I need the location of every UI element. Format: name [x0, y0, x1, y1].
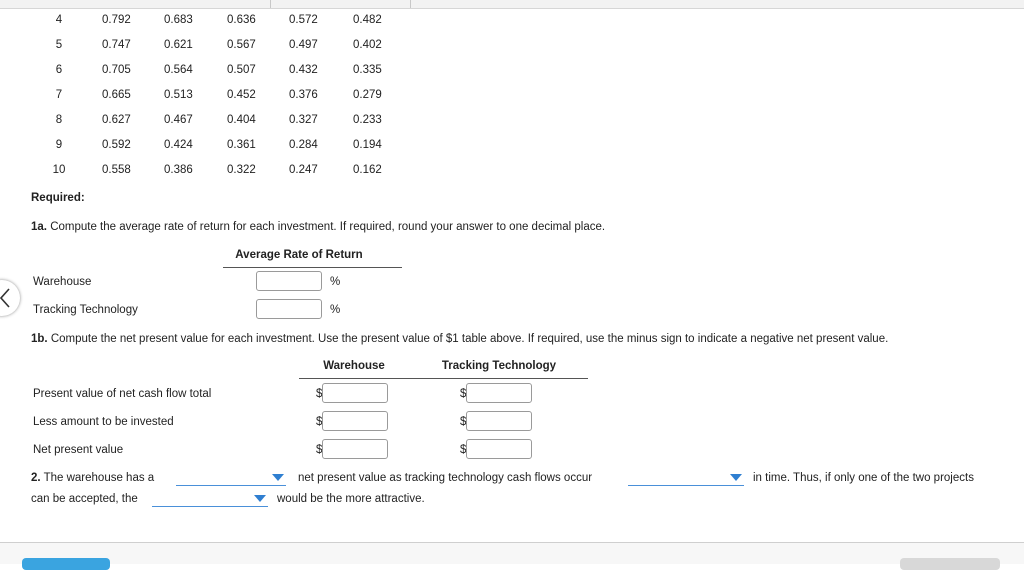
warehouse-invested-input[interactable] [322, 411, 388, 431]
row-label-warehouse: Warehouse [33, 276, 92, 288]
period-cell: 4 [55, 14, 63, 26]
table-row [0, 108, 420, 133]
question-text: can be accepted, the [31, 493, 138, 505]
period-cell: 5 [55, 39, 63, 51]
question-number: 1a. [31, 221, 47, 233]
percent-unit: % [330, 276, 341, 288]
question-text: in time. Thus, if only one of the two projects [753, 472, 974, 484]
question-number: 2. [31, 472, 41, 484]
next-button[interactable] [900, 558, 1000, 570]
value-cell: 0.683 [164, 14, 193, 26]
row-label-tracking: Tracking Technology [33, 304, 138, 316]
value-cell: 0.402 [353, 39, 382, 51]
row-label-pv-total: Present value of net cash flow total [33, 388, 212, 400]
value-cell: 0.432 [289, 64, 318, 76]
period-cell: 10 [52, 164, 66, 176]
value-cell: 0.482 [353, 14, 382, 26]
value-cell: 0.233 [353, 114, 382, 126]
warehouse-pv-total-input[interactable] [322, 383, 388, 403]
column-header-warehouse: Warehouse [323, 360, 385, 372]
value-cell: 0.424 [164, 139, 193, 151]
value-cell: 0.665 [102, 89, 131, 101]
value-cell: 0.335 [353, 64, 382, 76]
table-row [0, 158, 420, 183]
value-cell: 0.513 [164, 89, 193, 101]
question-1a [31, 221, 605, 233]
currency-symbol: $ [316, 444, 323, 456]
toolbar-segment [0, 0, 271, 8]
chevron-left-icon [0, 288, 10, 308]
value-cell: 0.376 [289, 89, 318, 101]
value-cell: 0.636 [227, 14, 256, 26]
column-header-tracking: Tracking Technology [441, 360, 557, 372]
period-cell: 9 [55, 139, 63, 151]
value-cell: 0.279 [353, 89, 382, 101]
value-cell: 0.507 [227, 64, 256, 76]
column-header: Average Rate of Return [235, 249, 363, 261]
warehouse-npv-input[interactable] [322, 439, 388, 459]
table-row [0, 133, 420, 158]
bottom-toolbar [0, 543, 1024, 564]
value-cell: 0.627 [102, 114, 131, 126]
value-cell: 0.284 [289, 139, 318, 151]
dropdown-arrow-icon [254, 495, 266, 502]
row-label-amount-invested: Less amount to be invested [33, 416, 174, 428]
currency-symbol: $ [316, 416, 323, 428]
row-label-npv: Net present value [33, 444, 124, 456]
tracking-rate-input[interactable] [256, 299, 322, 319]
back-button[interactable] [0, 280, 20, 316]
value-cell: 0.452 [227, 89, 256, 101]
value-cell: 0.705 [102, 64, 131, 76]
question-text: net present value as tracking technology cash flows occur [298, 472, 593, 484]
value-cell: 0.194 [353, 139, 382, 151]
currency-symbol: $ [460, 444, 467, 456]
question-text: Compute the net present value for each investment. Use the present value of $1 table above. If required, use the minus sign to indicate a negative net present value. [50, 333, 889, 345]
period-cell: 8 [55, 114, 63, 126]
table-row [0, 8, 420, 33]
currency-symbol: $ [316, 388, 323, 400]
value-cell: 0.162 [353, 164, 382, 176]
percent-unit: % [330, 304, 341, 316]
table-row [0, 58, 420, 83]
value-cell: 0.621 [164, 39, 193, 51]
question-2-line1 [31, 472, 154, 484]
question-text: Compute the average rate of return for each investment. If required, round your answer to one decimal place. [50, 221, 606, 233]
table-row [0, 33, 420, 58]
value-cell: 0.247 [289, 164, 318, 176]
dropdown-arrow-icon [730, 474, 742, 481]
check-answer-button[interactable] [22, 558, 110, 570]
value-cell: 0.558 [102, 164, 131, 176]
table-row [0, 83, 420, 108]
required-heading: Required: [31, 192, 85, 204]
currency-symbol: $ [460, 416, 467, 428]
project-choice-dropdown[interactable] [152, 491, 268, 507]
timing-dropdown[interactable] [628, 470, 744, 486]
currency-symbol: $ [460, 388, 467, 400]
value-cell: 0.747 [102, 39, 131, 51]
value-cell: 0.327 [289, 114, 318, 126]
value-cell: 0.567 [227, 39, 256, 51]
header-rule [299, 378, 588, 379]
value-cell: 0.572 [289, 14, 318, 26]
tracking-npv-input[interactable] [466, 439, 532, 459]
value-cell: 0.404 [227, 114, 256, 126]
value-cell: 0.361 [227, 139, 256, 151]
npv-comparison-dropdown[interactable] [176, 470, 286, 486]
value-cell: 0.792 [102, 14, 131, 26]
question-1b [31, 333, 888, 345]
period-cell: 6 [55, 64, 63, 76]
question-number: 1b. [31, 333, 48, 345]
tracking-invested-input[interactable] [466, 411, 532, 431]
value-cell: 0.592 [102, 139, 131, 151]
period-cell: 7 [55, 89, 63, 101]
value-cell: 0.467 [164, 114, 193, 126]
toolbar-segment [270, 0, 411, 8]
value-cell: 0.322 [227, 164, 256, 176]
question-text: The warehouse has a [43, 472, 155, 484]
question-text: would be the more attractive. [277, 493, 425, 505]
dropdown-arrow-icon [272, 474, 284, 481]
header-rule [223, 267, 402, 268]
value-cell: 0.386 [164, 164, 193, 176]
value-cell: 0.497 [289, 39, 318, 51]
warehouse-rate-input[interactable] [256, 271, 322, 291]
tracking-pv-total-input[interactable] [466, 383, 532, 403]
value-cell: 0.564 [164, 64, 193, 76]
